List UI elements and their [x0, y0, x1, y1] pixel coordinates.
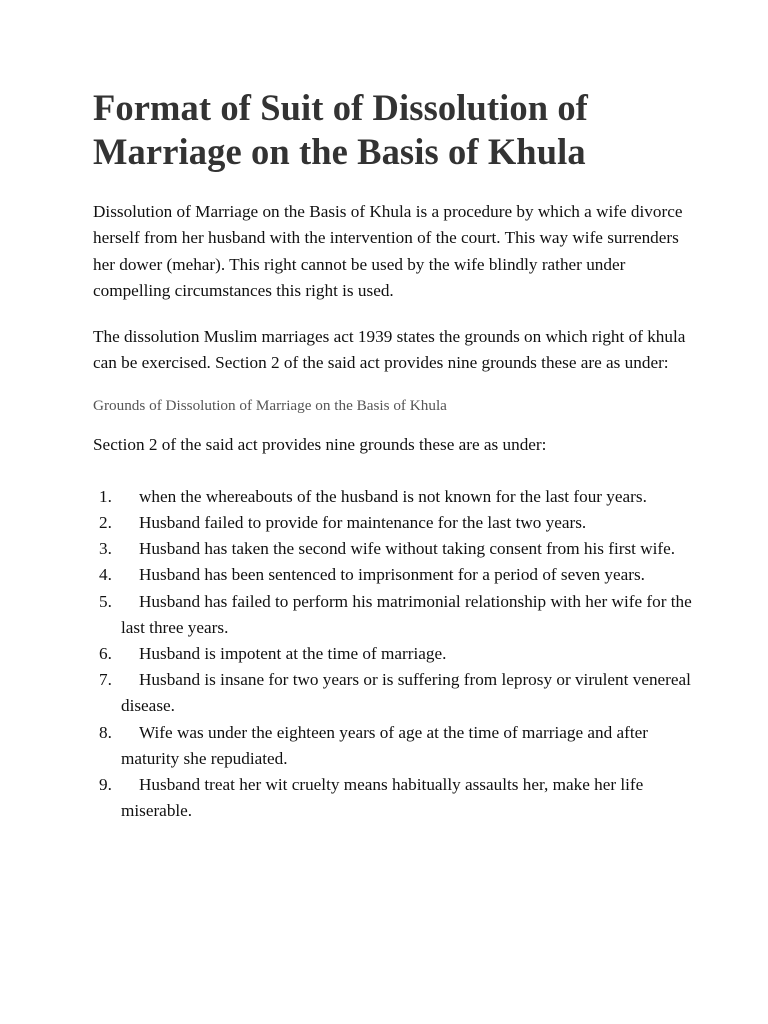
ground-item: [93, 667, 693, 719]
ground-item: [93, 772, 693, 824]
ground-text: Husband has been sentenced to imprisonment for a period of seven years.: [139, 565, 645, 585]
ground-text: Husband failed to provide for maintenance for the last two years.: [139, 513, 587, 533]
ground-number: 6.: [99, 644, 112, 664]
ground-number: 9.: [99, 775, 112, 795]
grounds-heading: Grounds of Dissolution of Marriage on the Basis of Khula: [93, 397, 447, 415]
section-paragraph: Section 2 of the said act provides nine grounds these are as under:: [93, 435, 547, 455]
ground-text: Husband is impotent at the time of marriage.: [139, 644, 447, 664]
document-title: Format of Suit of Dissolution of Marriage on the Basis of Khula: [93, 87, 588, 172]
ground-text: when the whereabouts of the husband is not known for the last four years.: [139, 486, 647, 506]
ground-number: 5.: [99, 591, 112, 611]
ground-number: 2.: [99, 513, 112, 533]
ground-item: [93, 510, 693, 536]
ground-item: [93, 720, 693, 772]
grounds-list: [93, 484, 693, 825]
ground-number: 7.: [99, 670, 112, 690]
ground-item: [93, 562, 693, 588]
ground-item: [93, 484, 693, 510]
ground-number: 3.: [99, 539, 112, 559]
document-page: [93, 86, 693, 824]
ground-text: Husband is insane for two years or is suffering from leprosy or virulent venereal disease.: [121, 670, 691, 716]
ground-number: 1.: [99, 486, 112, 506]
intro-paragraph: Dissolution of Marriage on the Basis of Khula is a procedure by which a wife divorce herself from her husband with the intervention of the court. This way wife surrenders her dower (mehar). This right cannot be used by the wife blindly rather under compelling circumstances this right is used.: [93, 202, 683, 301]
ground-text: Husband has failed to perform his matrimonial relationship with her wife for the last three years.: [121, 591, 692, 637]
ground-number: 4.: [99, 565, 112, 585]
ground-text: Wife was under the eighteen years of age at the time of marriage and after maturity she repudiated.: [121, 722, 648, 768]
ground-text: Husband has taken the second wife without taking consent from his first wife.: [139, 539, 676, 559]
ground-item: [93, 589, 693, 641]
ground-item: [93, 641, 693, 667]
act-paragraph: The dissolution Muslim marriages act 1939 states the grounds on which right of khula can be exercised. Section 2 of the said act provides nine grounds these are as under:: [93, 326, 686, 373]
ground-text: Husband treat her wit cruelty means habitually assaults her, make her life miserable.: [121, 775, 644, 821]
ground-number: 8.: [99, 722, 112, 742]
ground-item: [93, 536, 693, 562]
